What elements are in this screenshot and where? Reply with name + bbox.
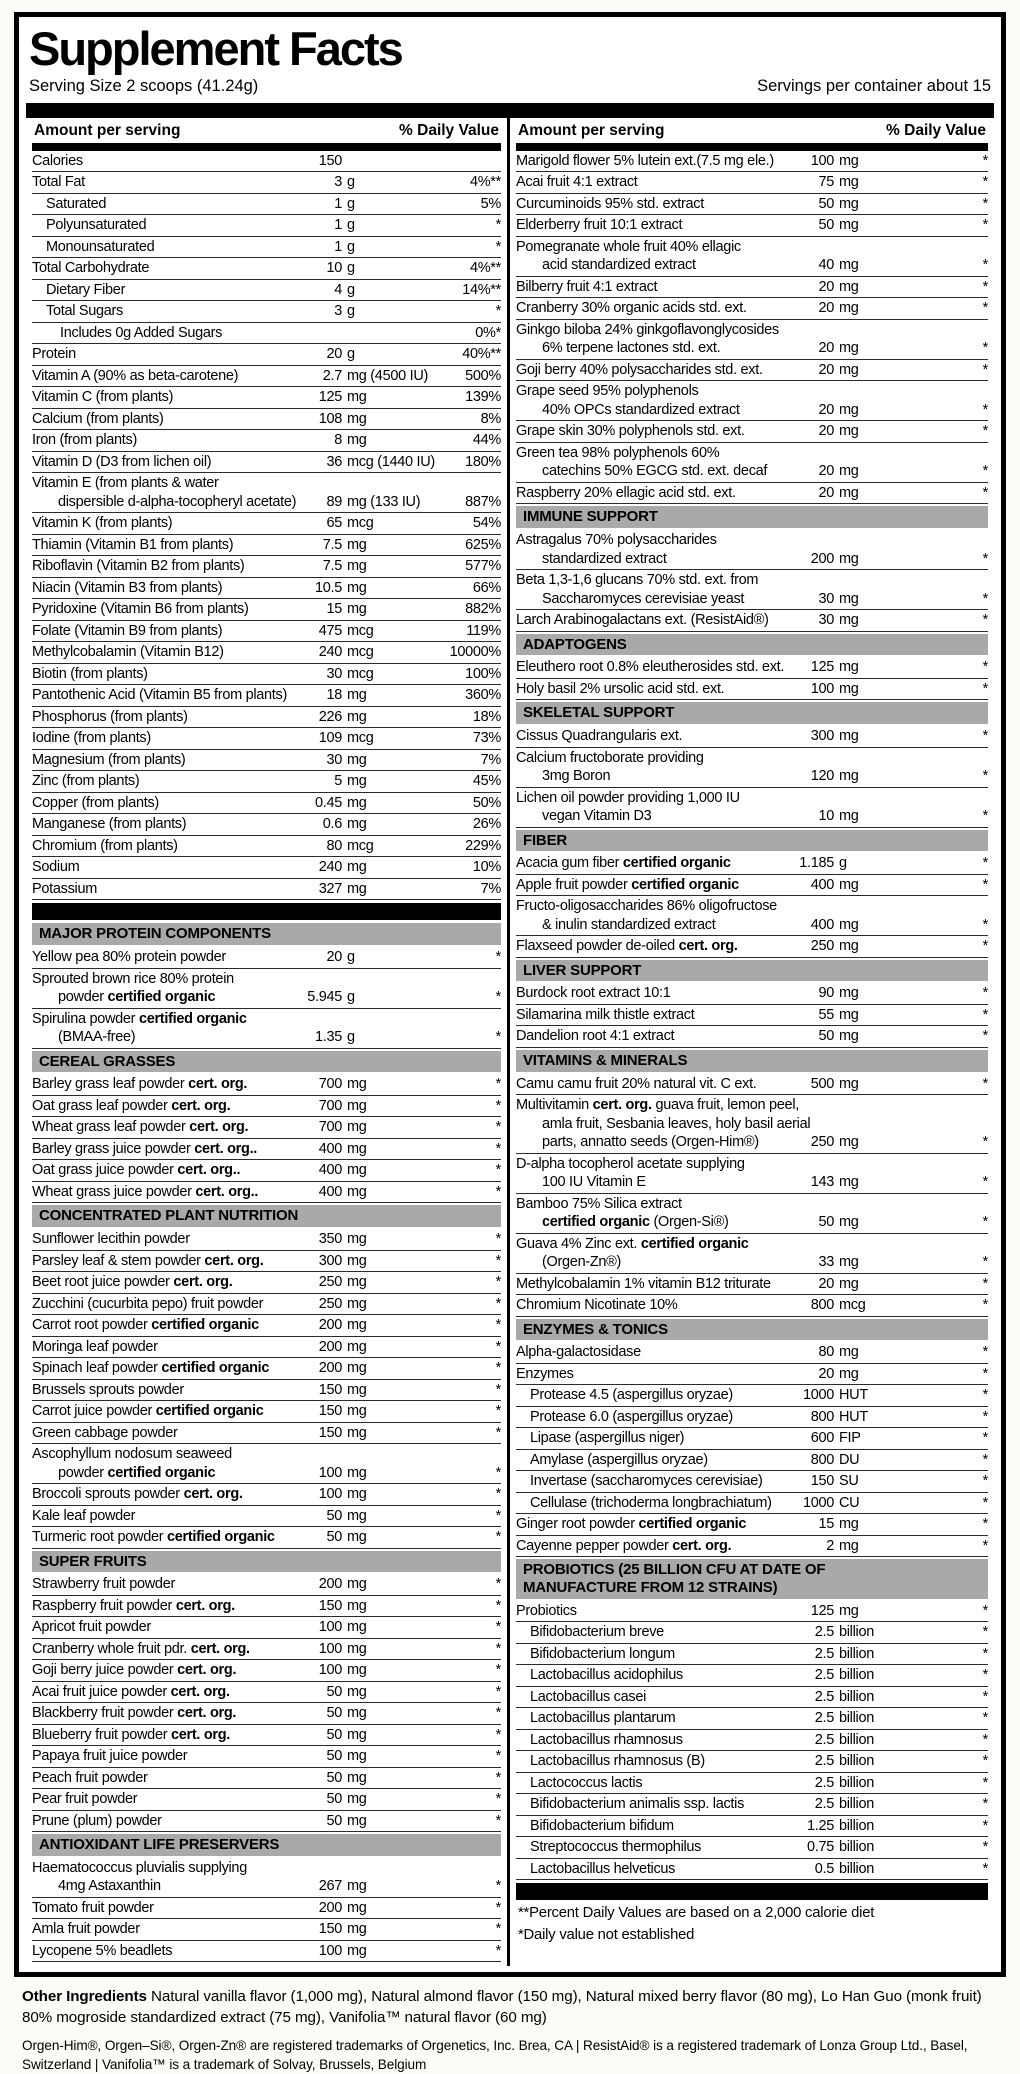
- table-row: Bifidobacterium breve 2.5 billion *: [516, 1622, 988, 1644]
- section-header: CEREAL GRASSES: [32, 1051, 501, 1073]
- table-row: Kale leaf powder 50 mg *: [32, 1506, 501, 1528]
- table-row: Beta 1,3-1,6 glucans 70% std. ext. from Saccharomyces cerevisiae yeast 30 mg *: [516, 570, 988, 610]
- section-header: SKELETAL SUPPORT: [516, 702, 988, 724]
- table-row: Apricot fruit powder 100 mg *: [32, 1617, 501, 1639]
- table-row: Total Sugars 3 g *: [32, 301, 501, 323]
- table-row: Lactobacillus helveticus 0.5 billion *: [516, 1859, 988, 1881]
- table-row: Cranberry whole fruit pdr. cert. org. 100 mg *: [32, 1639, 501, 1661]
- table-row: Potassium 327 mg 7%: [32, 879, 501, 901]
- table-row: Zinc (from plants) 5 mg 45%: [32, 771, 501, 793]
- section-header: SUPER FRUITS: [32, 1551, 501, 1573]
- footnote: *Daily value not established: [518, 1926, 695, 1943]
- table-row: Sprouted brown rice 80% protein powder certified organic 5.945 g *: [32, 969, 501, 1009]
- footnote: **Percent Daily Values are based on a 2,000 calorie diet: [518, 1905, 875, 1922]
- table-row: Lipase (aspergillus niger) 600 FIP *: [516, 1428, 988, 1450]
- table-row: Fructo-oligosaccharides 86% oligofructose & inulin standardized extract 400 mg *: [516, 896, 988, 936]
- facts-columns: [19, 118, 1001, 1972]
- table-row: Haematococcus pluvialis supplying 4mg Astaxanthin 267 mg *: [32, 1858, 501, 1898]
- table-row: Goji berry juice powder cert. org. 100 mg *: [32, 1660, 501, 1682]
- table-row: Amylase (aspergillus oryzae) 800 DU *: [516, 1450, 988, 1472]
- table-row: Vitamin D (D3 from lichen oil) 36 mcg (1440 IU) 180%: [32, 452, 501, 474]
- table-row: Yellow pea 80% protein powder 20 g *: [32, 947, 501, 969]
- table-row: Multivitamin cert. org. guava fruit, lemon peel, amla fruit, Sesbania leaves, holy basil aerial parts, annatto seeds (Orgen-Him®) 250 mg *: [516, 1095, 988, 1154]
- table-row: Chromium (from plants) 80 mcg 229%: [32, 836, 501, 858]
- divider-bar: [32, 903, 501, 920]
- table-row: Wheat grass juice powder cert. org.. 400 mg *: [32, 1182, 501, 1204]
- table-row: Ginkgo biloba 24% ginkgoflavonglycosides 6% terpene lactones std. ext. 20 mg *: [516, 320, 988, 360]
- table-row: Includes 0g Added Sugars 0%*: [32, 323, 501, 345]
- table-row: Strawberry fruit powder 200 mg *: [32, 1574, 501, 1596]
- right-rows: [516, 151, 988, 1946]
- section-header: ADAPTOGENS: [516, 634, 988, 656]
- table-row: Bifidobacterium longum 2.5 billion *: [516, 1644, 988, 1666]
- table-row: Bamboo 75% Silica extract certified organic (Orgen-Si®) 50 mg *: [516, 1194, 988, 1234]
- table-row: Ginger root powder certified organic 15 mg *: [516, 1514, 988, 1536]
- table-row: Carrot juice powder certified organic 150 mg *: [32, 1401, 501, 1423]
- table-row: Grape skin 30% polyphenols std. ext. 20 mg *: [516, 421, 988, 443]
- table-row: Camu camu fruit 20% natural vit. C ext. 500 mg *: [516, 1074, 988, 1096]
- table-row: Curcuminoids 95% std. extract 50 mg *: [516, 194, 988, 216]
- table-row: Carrot root powder certified organic 200 mg *: [32, 1315, 501, 1337]
- table-row: Papaya fruit juice powder 50 mg *: [32, 1746, 501, 1768]
- table-row: Parsley leaf & stem powder cert. org. 300 mg *: [32, 1251, 501, 1273]
- section-header: VITAMINS & MINERALS: [516, 1050, 988, 1072]
- table-row: Thiamin (Vitamin B1 from plants) 7.5 mg 625%: [32, 535, 501, 557]
- table-row: Pear fruit powder 50 mg *: [32, 1789, 501, 1811]
- table-row: Lycopene 5% beadlets 100 mg *: [32, 1941, 501, 1963]
- thick-divider: [26, 103, 994, 118]
- other-ingredients-text: Natural vanilla flavor (1,000 mg), Natural almond flavor (150 mg), Natural mixed berry flavor (80 mg), Lo Han Guo (monk fruit) 80% mogroside standardized extract (75 mg), Vanifolia™ natural flavor (60 mg): [22, 1988, 982, 2027]
- table-row: Polyunsaturated 1 g *: [32, 215, 501, 237]
- table-row: Apple fruit powder certified organic 400 mg *: [516, 875, 988, 897]
- table-row: Wheat grass leaf powder cert. org. 700 mg *: [32, 1117, 501, 1139]
- table-row: Goji berry 40% polysaccharides std. ext. 20 mg *: [516, 360, 988, 382]
- section-header: IMMUNE SUPPORT: [516, 506, 988, 528]
- table-row: Calcium fructoborate providing 3mg Boron 120 mg *: [516, 748, 988, 788]
- table-row: Cellulase (trichoderma longbrachiatum) 1000 CU *: [516, 1493, 988, 1515]
- table-row: Total Fat 3 g 4%**: [32, 172, 501, 194]
- right-column-header: [516, 118, 988, 151]
- table-row: Vitamin K (from plants) 65 mcg 54%: [32, 513, 501, 535]
- table-row: Beet root juice powder cert. org. 250 mg *: [32, 1272, 501, 1294]
- table-row: Oat grass leaf powder cert. org. 700 mg *: [32, 1096, 501, 1118]
- table-row: Probiotics 125 mg *: [516, 1601, 988, 1623]
- table-row: Cayenne pepper powder cert. org. 2 mg *: [516, 1536, 988, 1558]
- table-row: Barley grass leaf powder cert. org. 700 mg *: [32, 1074, 501, 1096]
- table-row: Methylcobalamin (Vitamin B12) 240 mcg 10000%: [32, 642, 501, 664]
- table-row: Biotin (from plants) 30 mcg 100%: [32, 664, 501, 686]
- table-row: Chromium Nicotinate 10% 800 mcg *: [516, 1295, 988, 1317]
- table-row: Grape seed 95% polyphenols 40% OPCs standardized extract 20 mg *: [516, 381, 988, 421]
- table-row: Tomato fruit powder 200 mg *: [32, 1898, 501, 1920]
- other-ingredients-label: Other Ingredients: [22, 1988, 147, 2006]
- serving-info-row: [19, 73, 1001, 103]
- table-row: Turmeric root powder certified organic 50 mg *: [32, 1527, 501, 1549]
- table-row: Vitamin A (90% as beta-carotene) 2.7 mg (4500 IU) 500%: [32, 366, 501, 388]
- table-row: Lactococcus lactis 2.5 billion *: [516, 1773, 988, 1795]
- table-row: Folate (Vitamin B9 from plants) 475 mcg 119%: [32, 621, 501, 643]
- section-header: LIVER SUPPORT: [516, 960, 988, 982]
- table-row: Raspberry fruit powder cert. org. 150 mg *: [32, 1596, 501, 1618]
- table-row: Iodine (from plants) 109 mcg 73%: [32, 728, 501, 750]
- table-row: Moringa leaf powder 200 mg *: [32, 1337, 501, 1359]
- section-header: CONCENTRATED PLANT NUTRITION: [32, 1205, 501, 1227]
- table-row: Lichen oil powder providing 1,000 IU vegan Vitamin D3 10 mg *: [516, 788, 988, 828]
- table-row: Sodium 240 mg 10%: [32, 857, 501, 879]
- daily-value-header: % Daily Value: [399, 121, 499, 139]
- table-row: Guava 4% Zinc ext. certified organic (Orgen-Zn®) 33 mg *: [516, 1234, 988, 1274]
- table-row: Spinach leaf powder certified organic 200 mg *: [32, 1358, 501, 1380]
- table-row: Broccoli sprouts powder cert. org. 100 mg *: [32, 1484, 501, 1506]
- table-row: Dandelion root 4:1 extract 50 mg *: [516, 1026, 988, 1048]
- amount-header: Amount per serving: [518, 121, 665, 139]
- table-row: Vitamin E (from plants & water dispersible d-alpha-tocopheryl acetate) 89 mg (133 IU) 887%: [32, 473, 501, 513]
- table-row: Saturated 1 g 5%: [32, 194, 501, 216]
- table-row: Flaxseed powder de-oiled cert. org. 250 mg *: [516, 936, 988, 958]
- table-row: Ascophyllum nodosum seaweed powder certified organic 100 mg *: [32, 1444, 501, 1484]
- amount-header: Amount per serving: [34, 121, 181, 139]
- daily-value-header: % Daily Value: [886, 121, 986, 139]
- table-row: Protease 4.5 (aspergillus oryzae) 1000 HUT *: [516, 1385, 988, 1407]
- table-row: Acai fruit 4:1 extract 75 mg *: [516, 172, 988, 194]
- section-header: ANTIOXIDANT LIFE PRESERVERS: [32, 1834, 501, 1856]
- table-row: Pomegranate whole fruit 40% ellagic acid standardized extract 40 mg *: [516, 237, 988, 277]
- table-row: Total Carbohydrate 10 g 4%**: [32, 258, 501, 280]
- table-row: Bifidobacterium bifidum 1.25 billion *: [516, 1816, 988, 1838]
- trademark-note: Orgen-Him®, Orgen–Si®, Orgen-Zn® are registered trademarks of Orgenetics, Inc. Brea, CA | ResistAid® is a registered trademark of Lonza Group Ltd., Basel, Switzerland | Vanifolia™ is a trademark of Solvay, Brussels, Belgium: [22, 2038, 968, 2072]
- table-row: Lactobacillus plantarum 2.5 billion *: [516, 1708, 988, 1730]
- table-row: Green cabbage powder 150 mg *: [32, 1423, 501, 1445]
- table-row: Barley grass juice powder cert. org.. 400 mg *: [32, 1139, 501, 1161]
- table-row: Blueberry fruit powder cert. org. 50 mg *: [32, 1725, 501, 1747]
- table-row: Pyridoxine (Vitamin B6 from plants) 15 mg 882%: [32, 599, 501, 621]
- table-row: Astragalus 70% polysaccharides standardized extract 200 mg *: [516, 530, 988, 570]
- right-column: [510, 118, 994, 1966]
- table-row: Larch Arabinogalactans ext. (ResistAid®) 30 mg *: [516, 610, 988, 632]
- table-row: Alpha-galactosidase 80 mg *: [516, 1342, 988, 1364]
- table-row: Enzymes 20 mg *: [516, 1364, 988, 1386]
- table-row: Cranberry 30% organic acids std. ext. 20 mg *: [516, 298, 988, 320]
- table-row: Monounsaturated 1 g *: [32, 237, 501, 259]
- table-row: Pantothenic Acid (Vitamin B5 from plants) 18 mg 360%: [32, 685, 501, 707]
- table-row: Calcium (from plants) 108 mg 8%: [32, 409, 501, 431]
- table-row: Lactobacillus casei 2.5 billion *: [516, 1687, 988, 1709]
- table-row: Methylcobalamin 1% vitamin B12 triturate 20 mg *: [516, 1274, 988, 1296]
- table-row: Protease 6.0 (aspergillus oryzae) 800 HUT *: [516, 1407, 988, 1429]
- table-row: Invertase (saccharomyces cerevisiae) 150 SU *: [516, 1471, 988, 1493]
- table-row: Riboflavin (Vitamin B2 from plants) 7.5 mg 577%: [32, 556, 501, 578]
- table-row: Niacin (Vitamin B3 from plants) 10.5 mg 66%: [32, 578, 501, 600]
- section-header: PROBIOTICS (25 BILLION CFU AT DATE OF MANUFACTURE FROM 12 STRAINS): [516, 1559, 988, 1598]
- left-rows: [32, 151, 501, 1962]
- serving-size: Serving Size 2 scoops (41.24g): [29, 76, 259, 95]
- table-row: Spirulina powder certified organic (BMAA-free) 1.35 g *: [32, 1009, 501, 1049]
- left-column-header: [32, 118, 501, 151]
- supplement-facts-panel: [14, 12, 1006, 1977]
- table-row: Prune (plum) powder 50 mg *: [32, 1811, 501, 1833]
- table-row: Sunflower lecithin powder 350 mg *: [32, 1229, 501, 1251]
- table-row: Lactobacillus rhamnosus 2.5 billion *: [516, 1730, 988, 1752]
- section-header: MAJOR PROTEIN COMPONENTS: [32, 923, 501, 945]
- table-row: Vitamin C (from plants) 125 mg 139%: [32, 387, 501, 409]
- table-row: Calories 150: [32, 151, 501, 173]
- table-row: Peach fruit powder 50 mg *: [32, 1768, 501, 1790]
- table-row: Iron (from plants) 8 mg 44%: [32, 430, 501, 452]
- table-row: Dietary Fiber 4 g 14%**: [32, 280, 501, 302]
- servings-per-container: Servings per container about 15: [757, 76, 991, 95]
- table-row: Brussels sprouts powder 150 mg *: [32, 1380, 501, 1402]
- table-row: Blackberry fruit powder cert. org. 50 mg *: [32, 1703, 501, 1725]
- table-row: Protein 20 g 40%**: [32, 344, 501, 366]
- table-row: Cissus Quadrangularis ext. 300 mg *: [516, 726, 988, 748]
- table-row: D-alpha tocopherol acetate supplying 100 IU Vitamin E 143 mg *: [516, 1154, 988, 1194]
- table-row: Amla fruit powder 150 mg *: [32, 1919, 501, 1941]
- table-row: Lactobacillus acidophilus 2.5 billion *: [516, 1665, 988, 1687]
- panel-title: Supplement Facts: [29, 22, 402, 75]
- table-row: Streptococcus thermophilus 0.75 billion *: [516, 1837, 988, 1859]
- table-row: Acacia gum fiber certified organic 1.185 g *: [516, 853, 988, 875]
- table-row: Burdock root extract 10:1 90 mg *: [516, 983, 988, 1005]
- table-row: Bifidobacterium animalis ssp. lactis 2.5 billion *: [516, 1794, 988, 1816]
- table-row: Magnesium (from plants) 30 mg 7%: [32, 750, 501, 772]
- table-row: Eleuthero root 0.8% eleutherosides std. ext. 125 mg *: [516, 657, 988, 679]
- table-row: Acai fruit juice powder cert. org. 50 mg *: [32, 1682, 501, 1704]
- label-footer: [14, 1977, 1006, 2074]
- left-column: [26, 118, 510, 1966]
- divider-bar: [516, 1883, 988, 1900]
- table-row: Silamarina milk thistle extract 55 mg *: [516, 1005, 988, 1027]
- table-row: Green tea 98% polyphenols 60% catechins 50% EGCG std. ext. decaf 20 mg *: [516, 443, 988, 483]
- table-row: Raspberry 20% ellagic acid std. ext. 20 mg *: [516, 483, 988, 505]
- table-row: Zucchini (cucurbita pepo) fruit powder 250 mg *: [32, 1294, 501, 1316]
- section-header: FIBER: [516, 830, 988, 852]
- table-row: Manganese (from plants) 0.6 mg 26%: [32, 814, 501, 836]
- table-row: Holy basil 2% ursolic acid std. ext. 100 mg *: [516, 679, 988, 701]
- table-row: Copper (from plants) 0.45 mg 50%: [32, 793, 501, 815]
- table-row: Bilberry fruit 4:1 extract 20 mg *: [516, 277, 988, 299]
- table-row: Oat grass juice powder cert. org.. 400 mg *: [32, 1160, 501, 1182]
- section-header: ENZYMES & TONICS: [516, 1319, 988, 1341]
- table-row: Phosphorus (from plants) 226 mg 18%: [32, 707, 501, 729]
- table-row: Elderberry fruit 10:1 extract 50 mg *: [516, 215, 988, 237]
- other-ingredients: [22, 1987, 998, 2029]
- table-row: Marigold flower 5% lutein ext.(7.5 mg ele.) 100 mg *: [516, 151, 988, 173]
- table-row: Lactobacillus rhamnosus (B) 2.5 billion *: [516, 1751, 988, 1773]
